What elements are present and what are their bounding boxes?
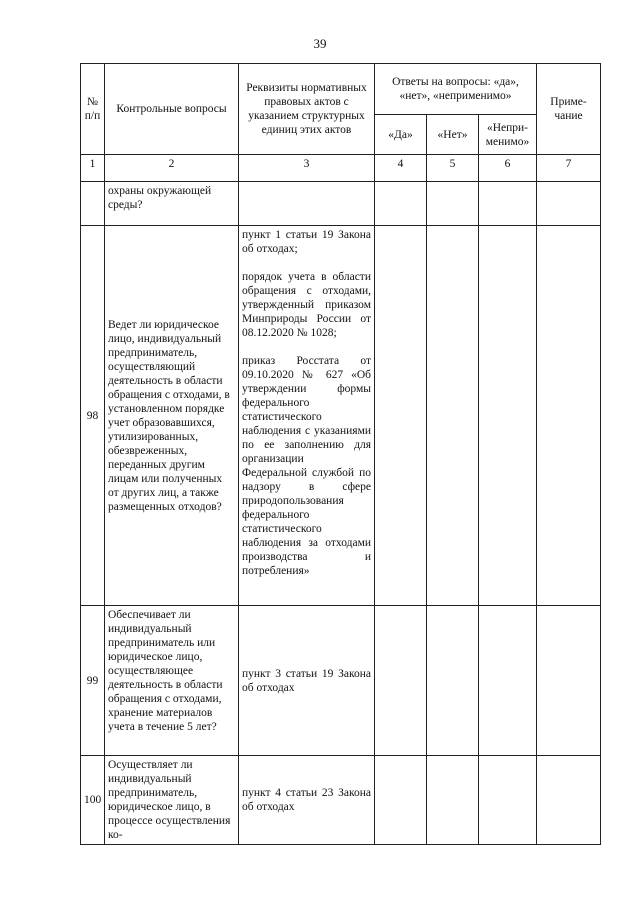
control-question: Обеспечивает ли индивидуальный предприниматель или юридическое лицо, осуществляющее деятельность в области обращения с отходами, хранение материалов учета в течение 5 лет?: [105, 606, 239, 756]
table-row: [81, 606, 601, 756]
header-num: № п/п: [81, 64, 105, 155]
answer-na-cell[interactable]: [479, 182, 537, 226]
note-cell[interactable]: [537, 756, 601, 845]
column-index: 6: [479, 155, 537, 182]
column-index: 4: [375, 155, 427, 182]
column-index: 7: [537, 155, 601, 182]
note-cell[interactable]: [537, 226, 601, 606]
note-cell[interactable]: [537, 606, 601, 756]
checklist-table: [80, 63, 601, 845]
control-question: Осуществляет ли индивидуальный предприниматель, юридическое лицо, в процессе осуществления ко-: [105, 756, 239, 845]
answer-no-cell[interactable]: [427, 756, 479, 845]
answer-no-cell[interactable]: [427, 606, 479, 756]
page-number: 39: [313, 36, 327, 51]
requisite-ref: пункт 4 статьи 23 Закона об отходах: [242, 787, 371, 813]
table-row: [81, 182, 601, 226]
requisite-ref: порядок учета в области обращения с отходами, утвержденный приказом Минприроды России от 08.12.2020 № 1028;: [242, 271, 371, 339]
header-no: «Нет»: [427, 115, 479, 155]
header-na: «Непри- менимо»: [479, 115, 537, 155]
header-note: Приме- чание: [537, 64, 601, 155]
control-question: Ведет ли юридическое лицо, индивидуальный предприниматель, осуществляющий деятельность в области обращения с отходами, в установленном порядке учет образовавшихся, утилизированных, обезвреженных, переданных другим лицам или полученных от других лиц, а также размещенных отходов?: [105, 226, 239, 606]
answer-yes-cell[interactable]: [375, 182, 427, 226]
requisite-ref: пункт 1 статьи 19 Закона об отходах;: [242, 229, 371, 255]
row-number: 100: [81, 756, 105, 845]
header-questions: Контрольные вопросы: [105, 64, 239, 155]
answer-no-cell[interactable]: [427, 182, 479, 226]
row-number: 99: [81, 606, 105, 756]
control-question: охраны окружающей среды?: [105, 182, 239, 226]
row-number: [81, 182, 105, 226]
note-cell[interactable]: [537, 182, 601, 226]
requisite-ref: приказ Росстата от 09.10.2020 № 627 «Об утверждении формы федерального статистического наблюдения с указаниями по ее заполнению для организации Федеральной службой по надзору в сфере природопользования федерального статистического наблюдения за отходами производства и потребления»: [242, 355, 371, 577]
answer-na-cell[interactable]: [479, 756, 537, 845]
answer-no-cell[interactable]: [427, 226, 479, 606]
column-index: 3: [239, 155, 375, 182]
column-index-row: [81, 155, 601, 182]
requisites-cell: [239, 756, 375, 845]
requisites-cell: [239, 226, 375, 606]
answer-na-cell[interactable]: [479, 606, 537, 756]
row-number: 98: [81, 226, 105, 606]
answer-yes-cell[interactable]: [375, 226, 427, 606]
answer-yes-cell[interactable]: [375, 756, 427, 845]
column-index: 1: [81, 155, 105, 182]
column-index: 5: [427, 155, 479, 182]
requisites-cell: [239, 606, 375, 756]
requisite-ref: пункт 3 статьи 19 Закона об отходах: [242, 667, 371, 694]
requisites-cell: [239, 182, 375, 226]
header-answers: Ответы на вопросы: «да», «нет», «неприменимо»: [375, 64, 537, 115]
header-yes: «Да»: [375, 115, 427, 155]
column-index: 2: [105, 155, 239, 182]
header-requisites: Реквизиты нормативных правовых актов с указанием структурных единиц этих актов: [239, 64, 375, 155]
answer-yes-cell[interactable]: [375, 606, 427, 756]
table-row: [81, 226, 601, 606]
table-row: [81, 756, 601, 845]
answer-na-cell[interactable]: [479, 226, 537, 606]
